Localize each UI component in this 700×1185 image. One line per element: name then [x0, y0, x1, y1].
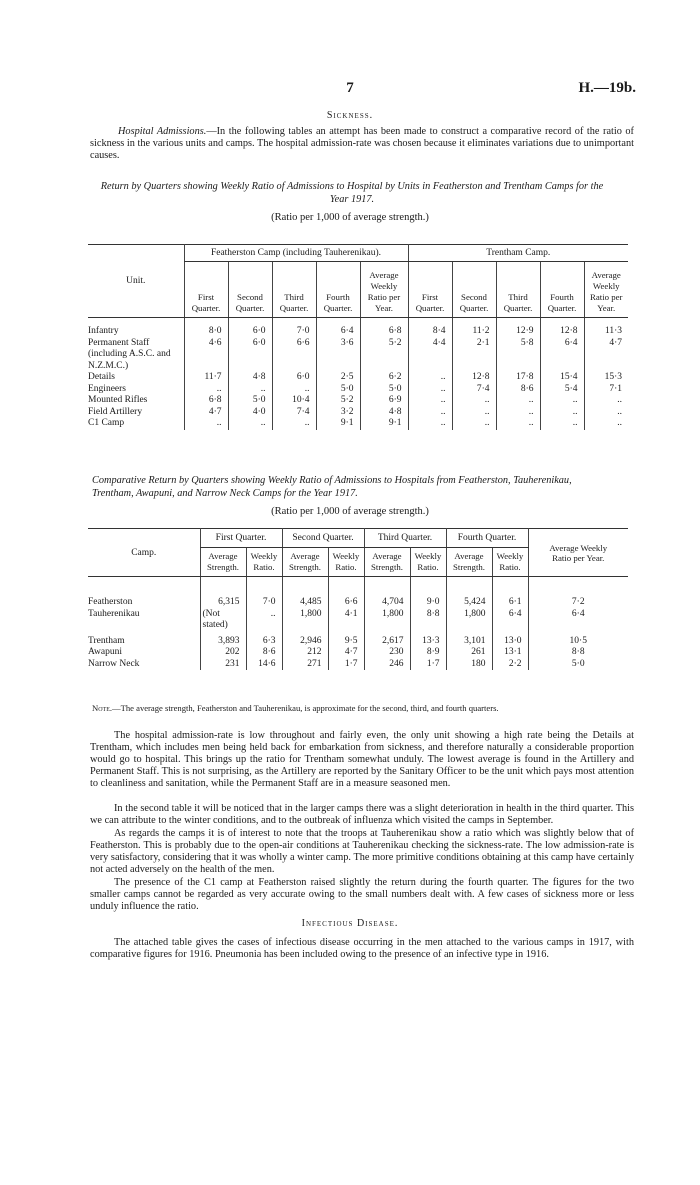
value-cell: 6,315 [200, 577, 246, 609]
value-cell: 9·1 [360, 418, 408, 430]
value-cell: 4·0 [228, 407, 272, 419]
value-cell: .. [452, 407, 496, 419]
value-cell: 6·0 [228, 318, 272, 338]
value-cell: 13·3 [410, 632, 446, 648]
value-cell: 7·0 [272, 318, 316, 338]
value-cell: 4·7 [584, 338, 628, 373]
sub-header: Weekly Ratio. [410, 548, 446, 577]
value-cell: 6·6 [328, 577, 364, 609]
value-cell: 3,893 [200, 632, 246, 648]
value-cell: 2,617 [364, 632, 410, 648]
col-header: Fourth Quarter. [316, 262, 360, 318]
value-cell: 5·0 [360, 384, 408, 396]
value-cell: 14·6 [246, 659, 282, 671]
section-heading-sickness: Sickness. [326, 110, 374, 121]
value-cell: 6·8 [360, 318, 408, 338]
value-cell: .. [496, 407, 540, 419]
unit-cell: C1 Camp [88, 418, 125, 428]
value-cell: 5·8 [496, 338, 540, 373]
value-cell: .. [408, 407, 452, 419]
value-cell: 6·0 [272, 372, 316, 384]
value-cell: 5·0 [528, 659, 628, 671]
value-cell: 12·8 [540, 318, 584, 338]
value-cell: 13·0 [492, 632, 528, 648]
table-row [88, 632, 628, 648]
value-cell: 6·3 [246, 632, 282, 648]
value-cell: 7·1 [584, 384, 628, 396]
table-row [88, 647, 628, 659]
value-cell: 231 [200, 659, 246, 671]
value-cell: .. [452, 395, 496, 407]
value-cell: 1·7 [328, 659, 364, 671]
value-cell: .. [540, 418, 584, 430]
value-cell: 4·6 [184, 338, 228, 373]
value-cell: 4·8 [228, 372, 272, 384]
value-cell: .. [584, 395, 628, 407]
value-cell: 4,704 [364, 577, 410, 609]
value-cell: 11·2 [452, 318, 496, 338]
value-cell: 7·2 [528, 577, 628, 609]
table1-caption: Return by Quarters showing Weekly Ratio of Admissions to Hospital by Units in Featherston and Trentham Camps for the Year 1917. [100, 181, 604, 205]
table-row [88, 418, 628, 430]
value-cell: .. [408, 372, 452, 384]
sub-header: Weekly Ratio. [246, 548, 282, 577]
unit-column-header: Unit. [88, 245, 184, 318]
value-cell: 7·0 [246, 577, 282, 609]
value-cell: 5·2 [316, 395, 360, 407]
value-cell: 9·1 [316, 418, 360, 430]
value-cell: 202 [200, 647, 246, 659]
table-row [88, 372, 628, 384]
value-cell: .. [496, 395, 540, 407]
value-cell: 6·2 [360, 372, 408, 384]
value-cell: .. [272, 418, 316, 430]
sub-header: Weekly Ratio. [328, 548, 364, 577]
table-row [88, 318, 628, 338]
value-cell: 12·9 [496, 318, 540, 338]
page-number: 7 [346, 80, 354, 96]
col-header: First Quarter. [184, 262, 228, 318]
value-cell: .. [540, 407, 584, 419]
value-cell: 8·0 [184, 318, 228, 338]
value-cell: 1,800 [364, 609, 410, 632]
section-heading-infectious: Infectious Disease. [301, 918, 399, 929]
value-cell: 6·6 [272, 338, 316, 373]
value-cell: 4,485 [282, 577, 328, 609]
value-cell: 7·4 [452, 384, 496, 396]
value-cell: 2·1 [452, 338, 496, 373]
quarter-header: First Quarter. [200, 529, 282, 548]
value-cell: 8·6 [246, 647, 282, 659]
col-header: Third Quarter. [496, 262, 540, 318]
table-row [88, 659, 628, 671]
featherston-group-header: Featherston Camp (including Tauherenikau). [184, 245, 408, 262]
value-cell: .. [408, 418, 452, 430]
value-cell: 7·4 [272, 407, 316, 419]
value-cell: .. [584, 407, 628, 419]
value-cell: .. [228, 384, 272, 396]
quarter-header: Third Quarter. [364, 529, 446, 548]
table-row [88, 384, 628, 396]
value-cell: 6·8 [184, 395, 228, 407]
value-cell: 9·0 [410, 577, 446, 609]
col-header: Third Quarter. [272, 262, 316, 318]
unit-cell: Permanent Staff (including A.S.C. and N.Z.M.C.) [88, 337, 171, 371]
sub-header: Average Strength. [200, 548, 246, 577]
body-paragraph: As regards the camps it is of interest to note that the troops at Tauherenikau show a ratio which was slightly below that of Featherston. This is probably due to the open-air conditions at Tauherenikau checking the sickness-rate. The low admission-rate is very satisfactory, considering that it was wholly a winter camp. The more primitive conditions obtaining at this camp have certainly not acted adversely on the health of the men. [90, 828, 634, 875]
value-cell: 11·7 [184, 372, 228, 384]
value-cell: .. [584, 418, 628, 430]
table-row [88, 577, 628, 609]
table2-caption: Comparative Return by Quarters showing Weekly Ratio of Admissions to Hospitals from Featherston, Tauherenikau, Trentham, Awapuni, and Narrow Neck Camps for the Year 1917. [92, 475, 572, 499]
col-header: Second Quarter. [228, 262, 272, 318]
unit-cell: Infantry [88, 326, 119, 336]
note-text: —The average strength, Featherston and Tauherenikau, is approximate for the second, third, and fourth quarters. [112, 703, 499, 713]
value-cell: .. [496, 418, 540, 430]
note-label: Note. [92, 703, 113, 713]
col-header: Average Weekly Ratio per Year. [584, 262, 628, 318]
col-header: Second Quarter. [452, 262, 496, 318]
sub-header: Weekly Ratio. [492, 548, 528, 577]
value-cell: 4·1 [328, 609, 364, 632]
value-cell: 180 [446, 659, 492, 671]
value-cell: 15·3 [584, 372, 628, 384]
value-cell: .. [184, 384, 228, 396]
value-cell: 6·0 [228, 338, 272, 373]
value-cell: 2,946 [282, 632, 328, 648]
value-cell: 1·7 [410, 659, 446, 671]
value-cell: (Not stated) [200, 609, 246, 632]
value-cell: 1,800 [446, 609, 492, 632]
value-cell: 6·4 [492, 609, 528, 632]
value-cell: .. [246, 609, 282, 632]
avg-year-header: Average Weekly Ratio per Year. [528, 529, 628, 577]
camp-cell: Trentham [88, 635, 125, 646]
intro-heading: Hospital Admissions. [118, 126, 207, 137]
value-cell: 5,424 [446, 577, 492, 609]
unit-cell: Field Artillery [88, 406, 143, 417]
camp-column-header: Camp. [88, 529, 200, 577]
unit-cell: Details [88, 372, 115, 382]
col-header: Average Weekly Ratio per Year. [360, 262, 408, 318]
document-reference: H.—19b. [578, 80, 636, 96]
value-cell: 4·7 [328, 647, 364, 659]
value-cell: 2·2 [492, 659, 528, 671]
value-cell: 261 [446, 647, 492, 659]
value-cell: 6·4 [528, 609, 628, 632]
camp-cell: Awapuni [88, 647, 122, 657]
value-cell: 8·4 [408, 318, 452, 338]
value-cell: 5·2 [360, 338, 408, 373]
value-cell: 2·5 [316, 372, 360, 384]
sub-header: Average Strength. [446, 548, 492, 577]
value-cell: .. [228, 418, 272, 430]
value-cell: 3·2 [316, 407, 360, 419]
value-cell: 8·9 [410, 647, 446, 659]
value-cell: 11·3 [584, 318, 628, 338]
table-units [88, 244, 628, 430]
value-cell: 212 [282, 647, 328, 659]
value-cell: 5·4 [540, 384, 584, 396]
quarter-header: Second Quarter. [282, 529, 364, 548]
value-cell: 8·8 [528, 647, 628, 659]
col-header: Fourth Quarter. [540, 262, 584, 318]
value-cell: 6·4 [540, 338, 584, 373]
unit-cell: Engineers [88, 383, 126, 394]
value-cell: 17·8 [496, 372, 540, 384]
table-row [88, 395, 628, 407]
value-cell: 5·0 [316, 384, 360, 396]
value-cell: 4·4 [408, 338, 452, 373]
sub-header: Average Strength. [364, 548, 410, 577]
value-cell: 5·0 [228, 395, 272, 407]
value-cell: 3,101 [446, 632, 492, 648]
value-cell: 4·8 [360, 407, 408, 419]
value-cell: .. [272, 384, 316, 396]
value-cell: 13·1 [492, 647, 528, 659]
value-cell: 1,800 [282, 609, 328, 632]
intro-paragraph [90, 126, 634, 162]
value-cell: 9·5 [328, 632, 364, 648]
value-cell: 10·5 [528, 632, 628, 648]
value-cell: 4·7 [184, 407, 228, 419]
value-cell: .. [540, 395, 584, 407]
value-cell: 271 [282, 659, 328, 671]
camp-cell: Tauherenikau [88, 608, 140, 619]
table-row [88, 338, 628, 373]
body-paragraph: The attached table gives the cases of infectious disease occurring in the men attached to the various camps in 1917, with comparative figures for 1916. Pneumonia has been included owing to the presence of an infective type in 1916. [90, 937, 634, 960]
value-cell: .. [408, 384, 452, 396]
value-cell: .. [408, 395, 452, 407]
intro-text: —In the following tables an attempt has been made to construct a comparative record of the ratio of sickness in the various units and camps. The hospital admission-rate was chosen because it eliminates variations due to unimportant causes. [90, 126, 634, 161]
unit-cell: Mounted Rifles [88, 395, 148, 405]
camp-cell: Featherston [88, 597, 133, 607]
value-cell: 3·6 [316, 338, 360, 373]
value-cell: 6·1 [492, 577, 528, 609]
body-paragraph: The presence of the C1 camp at Featherston raised slightly the return during the fourth quarter. The figures for the two smaller camps cannot be regarded as very accurate owing to the small numbers dealt with. A few cases of sickness more or less unduly influence the ratio. [90, 877, 634, 912]
value-cell: 246 [364, 659, 410, 671]
value-cell: .. [452, 418, 496, 430]
value-cell: .. [184, 418, 228, 430]
table-camps [88, 528, 628, 670]
value-cell: 8·8 [410, 609, 446, 632]
table-row [88, 609, 628, 632]
camp-cell: Narrow Neck [88, 658, 140, 669]
body-paragraph: The hospital admission-rate is low throughout and fairly even, the only unit showing a high rate being the Details at Trentham, which includes men being held back for embarkation from sickness, and therefore naturally a considerable proportion would go to hospital. This brings up the ratio for Trentham somewhat unduly. The lowest average is found in the Artillery and Permanent Staff. This is not surprising, as the Artillery are reported by the Sanitary Officer to be the unit which pays most attention to cleanliness and sanitation, while the Permanent Staff are in a measure seasoned men. [90, 730, 634, 789]
value-cell: 15·4 [540, 372, 584, 384]
value-cell: 6·9 [360, 395, 408, 407]
quarter-header: Fourth Quarter. [446, 529, 528, 548]
value-cell: 10·4 [272, 395, 316, 407]
table1-ratio-note: (Ratio per 1,000 of average strength.) [271, 212, 429, 223]
trentham-group-header: Trentham Camp. [408, 245, 628, 262]
sub-header: Average Strength. [282, 548, 328, 577]
body-paragraph: In the second table it will be noticed that in the larger camps there was a slight deterioration in health in the third quarter. This we can attribute to the winter conditions, and to the outbreak of influenza which visited the camps in September. [90, 803, 634, 826]
table2-ratio-note: (Ratio per 1,000 of average strength.) [271, 506, 429, 517]
col-header: First Quarter. [408, 262, 452, 318]
value-cell: 8·6 [496, 384, 540, 396]
table-row [88, 407, 628, 419]
value-cell: 230 [364, 647, 410, 659]
table-note [92, 703, 632, 714]
value-cell: 6·4 [316, 318, 360, 338]
value-cell: 12·8 [452, 372, 496, 384]
